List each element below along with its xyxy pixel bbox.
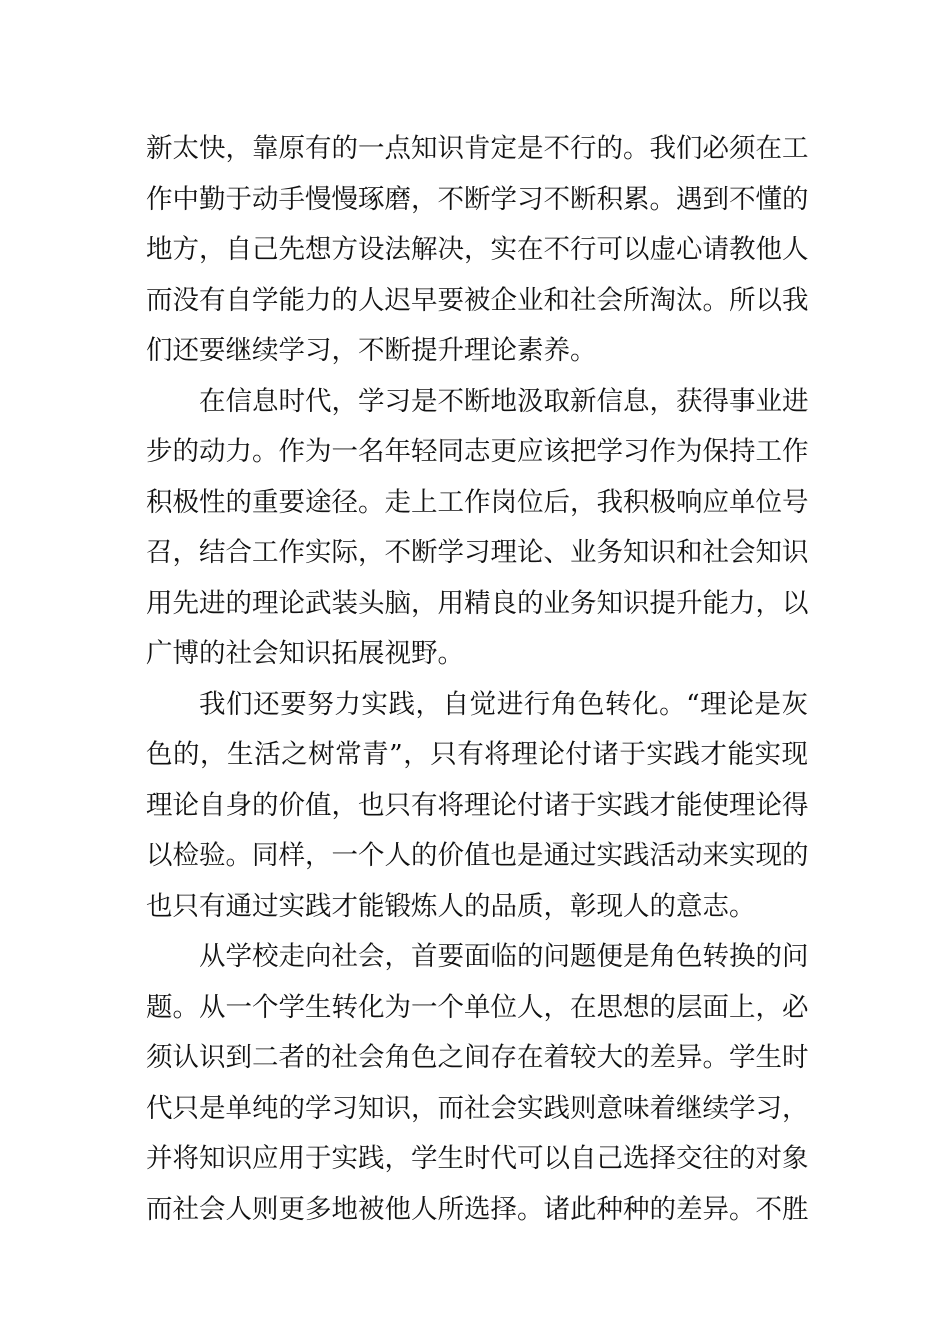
text-line: 须认识到二者的社会角色之间存在着较大的差异。学生时 [146, 1042, 809, 1073]
text-line: 积极性的重要途径。走上工作岗位后，我积极响应单位号 [146, 486, 809, 518]
text-line: 也只有通过实践才能锻炼人的品质，彰现人的意志。 [146, 890, 756, 922]
text-line: 召，结合工作实际，不断学习理论、业务知识和社会知识 [146, 537, 809, 568]
text-line: 步的动力。作为一名年轻同志更应该把学习作为保持工作 [146, 436, 809, 467]
text-line: 而社会人则更多地被他人所选择。诸此种种的差异。不胜 [146, 1193, 809, 1225]
text-line: 题。从一个学生转化为一个单位人，在思想的层面上，必 [146, 991, 809, 1023]
text-line: 们还要继续学习，不断提升理论素养。 [146, 335, 597, 366]
text-line: 代只是单纯的学习知识，而社会实践则意味着继续学习， [146, 1092, 809, 1124]
text-line: 广博的社会知识拓展视野。 [146, 638, 464, 669]
text-line: 我们还要努力实践，自觉进行角色转化。“理论是灰 [199, 688, 808, 720]
text-line: 色的，生活之树常青”，只有将理论付诸于实践才能实现 [146, 739, 808, 770]
paragraph-2 [146, 377, 808, 680]
document-body [146, 124, 808, 1235]
text-line: 地方，自己先想方设法解决，实在不行可以虚心请教他人 [146, 234, 809, 265]
text-line: 新太快，靠原有的一点知识肯定是不行的。我们必须在工 [146, 133, 809, 164]
paragraph-4 [146, 932, 808, 1235]
paragraph-3 [146, 680, 808, 933]
text-line: 作中勤于动手慢慢琢磨，不断学习不断积累。遇到不懂的 [146, 183, 809, 215]
text-line: 用先进的理论武装头脑，用精良的业务知识提升能力，以 [146, 587, 809, 619]
text-line: 在信息时代，学习是不断地汲取新信息，获得事业进 [199, 385, 809, 417]
text-line: 理论自身的价值，也只有将理论付诸于实践才能使理论得 [146, 789, 809, 821]
text-line: 并将知识应用于实践，学生时代可以自己选择交往的对象 [146, 1143, 809, 1174]
paragraph-1 [146, 124, 808, 377]
text-line: 而没有自学能力的人迟早要被企业和社会所淘汰。所以我 [146, 284, 809, 316]
text-line: 从学校走向社会，首要面临的问题便是角色转换的问 [199, 941, 809, 972]
text-line: 以检验。同样，一个人的价值也是通过实践活动来实现的 [146, 840, 809, 871]
